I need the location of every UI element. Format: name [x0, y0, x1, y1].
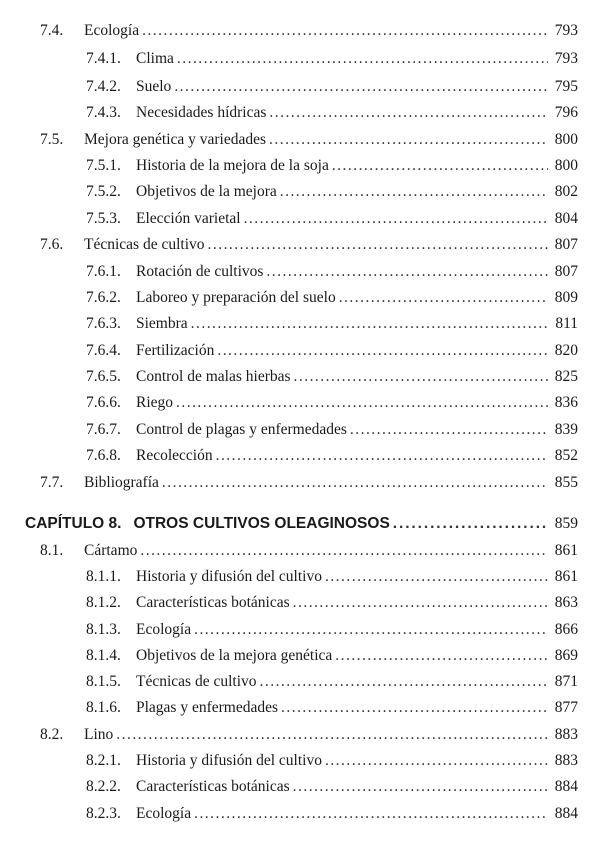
dot-leader: [339, 287, 548, 309]
entry-number: 7.5.3.: [86, 210, 121, 227]
dot-leader: [393, 513, 548, 535]
entry-title: Fertilización: [136, 342, 215, 359]
entry-title: Control de malas hierbas: [136, 368, 291, 385]
entry-title: Características botánicas: [136, 778, 290, 795]
entry-number: 7.6.8.: [86, 447, 121, 464]
toc-chapter-entry[interactable]: [25, 513, 578, 535]
entry-page-number: 825: [554, 368, 578, 385]
entry-number: 7.6.1.: [86, 263, 121, 280]
entry-page-number: 863: [554, 594, 578, 611]
entry-page-number: 793: [554, 22, 578, 39]
dot-leader: [208, 234, 548, 256]
toc-entry[interactable]: [86, 445, 578, 467]
dot-leader: [266, 261, 548, 283]
entry-number: 7.4.2.: [86, 78, 121, 95]
entry-page-number: 800: [554, 157, 578, 174]
entry-title: Historia de la mejora de la soja: [136, 157, 329, 174]
entry-title: Ecología: [136, 805, 192, 822]
entry-number: 7.4.: [40, 22, 64, 39]
entry-title: Técnicas de cultivo: [84, 236, 205, 253]
dot-leader: [162, 472, 548, 494]
entry-title: Ecología: [84, 22, 140, 39]
entry-page-number: 795: [554, 78, 578, 95]
entry-number: 8.1.5.: [86, 673, 121, 690]
toc-entry[interactable]: [86, 671, 578, 693]
entry-title: Características botánicas: [136, 594, 290, 611]
dot-leader: [216, 445, 548, 467]
toc-entry[interactable]: [40, 20, 578, 42]
toc-entry[interactable]: [86, 392, 578, 414]
entry-title: Cártamo: [84, 542, 138, 559]
entry-number: 8.1.4.: [86, 647, 121, 664]
toc-entry[interactable]: [86, 313, 578, 335]
dot-leader: [293, 592, 548, 614]
dot-leader: [142, 20, 548, 42]
dot-leader: [332, 155, 548, 177]
entry-number: 8.1.1.: [86, 568, 121, 585]
entry-number: 8.2.2.: [86, 778, 121, 795]
entry-title: Necesidades hídricas: [136, 104, 267, 121]
entry-page-number: 859: [554, 515, 578, 532]
entry-page-number: 811: [555, 315, 578, 332]
entry-page-number: 883: [554, 752, 578, 769]
entry-number: 8.2.3.: [86, 805, 121, 822]
dot-leader: [325, 750, 548, 772]
entry-page-number: 807: [554, 236, 578, 253]
toc-entry[interactable]: [86, 619, 578, 641]
toc-entry[interactable]: [86, 776, 578, 798]
entry-number: 7.6.3.: [86, 315, 121, 332]
entry-title: Riego: [136, 394, 174, 411]
entry-number: 7.5.1.: [86, 157, 121, 174]
dot-leader: [217, 340, 548, 362]
toc-entry[interactable]: [86, 261, 578, 283]
dot-leader: [280, 181, 548, 203]
entry-page-number: 807: [554, 263, 578, 280]
toc-entry[interactable]: [40, 472, 578, 494]
dot-leader: [116, 724, 548, 746]
toc-entry[interactable]: [86, 803, 578, 825]
entry-page-number: 793: [554, 50, 578, 67]
toc-entry[interactable]: [86, 102, 578, 124]
entry-page-number: 796: [554, 104, 578, 121]
toc-entry[interactable]: [86, 566, 578, 588]
entry-title: Clima: [136, 50, 174, 67]
entry-page-number: 802: [554, 183, 578, 200]
toc-entry[interactable]: [86, 592, 578, 614]
entry-page-number: 809: [554, 289, 578, 306]
entry-title: Bibliografía: [84, 474, 159, 491]
entry-title: Rotación de cultivos: [136, 263, 264, 280]
dot-leader: [176, 392, 548, 414]
entry-number: CAPÍTULO 8.: [25, 515, 122, 532]
entry-page-number: 861: [554, 568, 578, 585]
entry-page-number: 866: [554, 621, 578, 638]
entry-title: Objetivos de la mejora genética: [136, 647, 333, 664]
dot-leader: [350, 419, 548, 441]
toc-entry[interactable]: [86, 181, 578, 203]
toc-entry[interactable]: [40, 724, 578, 746]
dot-leader: [140, 540, 548, 562]
toc-entry[interactable]: [86, 340, 578, 362]
entry-number: 7.7.: [40, 474, 64, 491]
toc-entry[interactable]: [86, 366, 578, 388]
entry-title: Suelo: [136, 78, 172, 95]
dot-leader: [325, 566, 548, 588]
entry-title: Técnicas de cultivo: [136, 673, 257, 690]
entry-page-number: 871: [554, 673, 578, 690]
toc-entry[interactable]: [86, 208, 578, 230]
entry-number: 7.6.: [40, 236, 64, 253]
entry-title: Siembra: [136, 315, 188, 332]
entry-title: Elección varietal: [136, 210, 241, 227]
dot-leader: [194, 803, 548, 825]
entry-number: 7.6.5.: [86, 368, 121, 385]
entry-number: 8.2.: [40, 726, 64, 743]
toc-entry[interactable]: [86, 750, 578, 772]
entry-title: Historia y difusión del cultivo: [136, 568, 322, 585]
entry-page-number: 869: [554, 647, 578, 664]
dot-leader: [335, 645, 548, 667]
dot-leader: [269, 102, 548, 124]
entry-number: 8.1.6.: [86, 699, 121, 716]
entry-title: Objetivos de la mejora: [136, 183, 277, 200]
toc-entry[interactable]: [40, 234, 578, 256]
entry-number: 7.4.1.: [86, 50, 121, 67]
toc-entry[interactable]: [86, 48, 578, 70]
entry-number: 7.4.3.: [86, 104, 121, 121]
entry-page-number: 883: [554, 726, 578, 743]
entry-page-number: 884: [554, 805, 578, 822]
entry-number: 7.6.7.: [86, 421, 121, 438]
toc-entry[interactable]: [86, 697, 578, 719]
entry-page-number: 839: [554, 421, 578, 438]
toc-entry[interactable]: [86, 287, 578, 309]
entry-title: Plagas y enfermedades: [136, 699, 279, 716]
entry-number: 8.2.1.: [86, 752, 121, 769]
entry-number: 8.1.: [40, 542, 64, 559]
entry-number: 8.1.3.: [86, 621, 121, 638]
entry-title: Historia y difusión del cultivo: [136, 752, 322, 769]
entry-title: Mejora genética y variedades: [84, 131, 267, 148]
entry-number: 7.5.2.: [86, 183, 121, 200]
toc-entry[interactable]: [86, 419, 578, 441]
entry-page-number: 861: [554, 542, 578, 559]
entry-title: Control de plagas y enfermedades: [136, 421, 347, 438]
entry-page-number: 800: [554, 131, 578, 148]
entry-number: 7.6.4.: [86, 342, 121, 359]
entry-page-number: 836: [554, 394, 578, 411]
entry-number: 7.6.6.: [86, 394, 121, 411]
entry-title: Recolección: [136, 447, 213, 464]
dot-leader: [281, 697, 548, 719]
dot-leader: [191, 313, 548, 335]
entry-title: OTROS CULTIVOS OLEAGINOSOS: [133, 515, 390, 532]
entry-number: 7.6.2.: [86, 289, 121, 306]
entry-number: 7.5.: [40, 131, 64, 148]
dot-leader: [194, 619, 548, 641]
dot-leader: [260, 671, 548, 693]
entry-page-number: 852: [554, 447, 578, 464]
entry-page-number: 804: [554, 210, 578, 227]
entry-page-number: 877: [554, 699, 578, 716]
toc-entry[interactable]: [40, 129, 578, 151]
dot-leader: [293, 776, 548, 798]
dot-leader: [174, 76, 548, 98]
toc-entry[interactable]: [86, 645, 578, 667]
dot-leader: [244, 208, 548, 230]
entry-page-number: 884: [554, 778, 578, 795]
entry-title: Laboreo y preparación del suelo: [136, 289, 336, 306]
entry-page-number: 855: [554, 474, 578, 491]
entry-number: 8.1.2.: [86, 594, 121, 611]
toc-entry[interactable]: [40, 540, 578, 562]
dot-leader: [294, 366, 548, 388]
toc-entry[interactable]: [86, 155, 578, 177]
dot-leader: [177, 48, 548, 70]
dot-leader: [269, 129, 548, 151]
entry-page-number: 820: [554, 342, 578, 359]
entry-title: Ecología: [136, 621, 192, 638]
toc-entry[interactable]: [86, 76, 578, 98]
entry-title: Lino: [84, 726, 114, 743]
